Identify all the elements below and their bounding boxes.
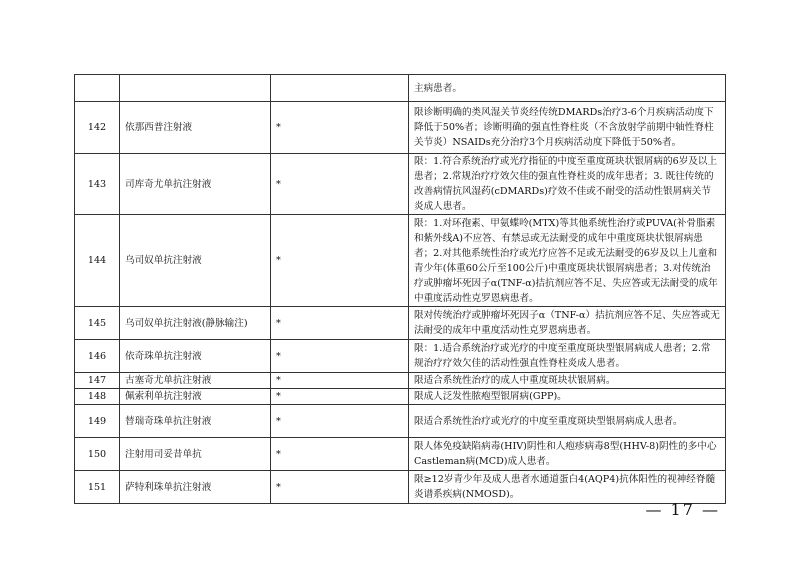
drug-name: 乌司奴单抗注射液(静脉输注) — [120, 307, 271, 340]
drug-name: 乌司奴单抗注射液 — [120, 215, 271, 307]
row-number: 150 — [75, 438, 120, 471]
row-number: 144 — [75, 215, 120, 307]
table-row — [75, 75, 726, 102]
row-number: 145 — [75, 307, 120, 340]
table-row — [75, 154, 726, 215]
row-number: 142 — [75, 102, 120, 154]
drug-table — [74, 74, 726, 504]
table-row — [75, 389, 726, 405]
remark-mark: * — [271, 340, 409, 373]
restriction-text: 限诊断明确的类风湿关节炎经传统DMARDs治疗3-6个月疾病活动度下降低于50%者；诊断明确的强直性脊柱炎（不含放射学前期中轴性脊柱关节炎）NSAIDs充分治疗3个月疾病活动度下降低于50%者。 — [409, 102, 726, 154]
drug-name: 替瑞奇珠单抗注射液 — [120, 405, 271, 438]
remark-mark: * — [271, 154, 409, 215]
restriction-text: 限适合系统性治疗的成人中重度斑块状银屑病。 — [409, 373, 726, 389]
drug-name: 依那西普注射液 — [120, 102, 271, 154]
table-row — [75, 102, 726, 154]
table-row — [75, 405, 726, 438]
restriction-text: 限人体免疫缺陷病毒(HIV)阴性和人疱疹病毒8型(HHV-8)阴性的多中心Castleman病(MCD)成人患者。 — [409, 438, 726, 471]
restriction-text: 限对传统治疗或肿瘤坏死因子α（TNF-α）拮抗剂应答不足、失应答或无法耐受的成年中重度活动性克罗恩病患者。 — [409, 307, 726, 340]
restriction-text: 限成人泛发性脓疱型银屑病(GPP)。 — [409, 389, 726, 405]
remark-mark: * — [271, 215, 409, 307]
remark-mark: * — [271, 102, 409, 154]
remark-mark: * — [271, 471, 409, 504]
table-row — [75, 215, 726, 307]
row-number: 148 — [75, 389, 120, 405]
drug-name: 依奇珠单抗注射液 — [120, 340, 271, 373]
restriction-text: 限：1.对环孢素、甲氨蝶呤(MTX)等其他系统性治疗或PUVA(补骨脂素和紫外线A)不应答、有禁忌或无法耐受的成年中重度斑块状银屑病患者；2.对其他系统性治疗或光疗应答不足或无法耐受的6岁及以上儿童和青少年(体重60公斤至100公斤)中重度斑块状银屑病患者；3.对传统治疗或肿瘤坏死因子α(TNF-α)拮抗剂应答不足、失应答或无法耐受的成年中重度活动性克罗恩病患者。 — [409, 215, 726, 307]
table-row — [75, 307, 726, 340]
table-row — [75, 471, 726, 504]
restriction-text: 限：1.适合系统治疗或光疗的中度至重度斑块型银屑病成人患者；2.常规治疗疗效欠佳的活动性强直性脊柱炎成人患者。 — [409, 340, 726, 373]
drug-name: 注射用司妥昔单抗 — [120, 438, 271, 471]
table-row — [75, 438, 726, 471]
row-number: 146 — [75, 340, 120, 373]
row-number: 143 — [75, 154, 120, 215]
remark-mark: * — [271, 389, 409, 405]
table-row — [75, 373, 726, 389]
restriction-text: 限≥12岁青少年及成人患者水通道蛋白4(AQP4)抗体阳性的视神经脊髓炎谱系疾病(NMOSD)。 — [409, 471, 726, 504]
drug-name: 萨特利珠单抗注射液 — [120, 471, 271, 504]
row-number: 149 — [75, 405, 120, 438]
page-number: — 17 — — [645, 500, 720, 519]
row-number: 147 — [75, 373, 120, 389]
drug-name: 司库奇尤单抗注射液 — [120, 154, 271, 215]
table-row — [75, 340, 726, 373]
remark-mark: * — [271, 373, 409, 389]
drug-name — [120, 75, 271, 102]
restriction-text: 限：1.符合系统治疗或光疗指征的中度至重度斑块状银屑病的6岁及以上患者；2.常规治疗疗效欠佳的强直性脊柱炎的成年患者；3. 既往传统的改善病情抗风湿药(cDMARDs)疗效不佳或不耐受的活动性银屑病关节炎成人患者。 — [409, 154, 726, 215]
restriction-text: 主病患者。 — [409, 75, 726, 102]
remark-mark — [271, 75, 409, 102]
drug-name: 佩索利单抗注射液 — [120, 389, 271, 405]
restriction-text: 限适合系统性治疗或光疗的中度至重度斑块型银屑病成人患者。 — [409, 405, 726, 438]
remark-mark: * — [271, 307, 409, 340]
row-number: 151 — [75, 471, 120, 504]
remark-mark: * — [271, 438, 409, 471]
row-number — [75, 75, 120, 102]
drug-name: 古塞奇尤单抗注射液 — [120, 373, 271, 389]
remark-mark: * — [271, 405, 409, 438]
